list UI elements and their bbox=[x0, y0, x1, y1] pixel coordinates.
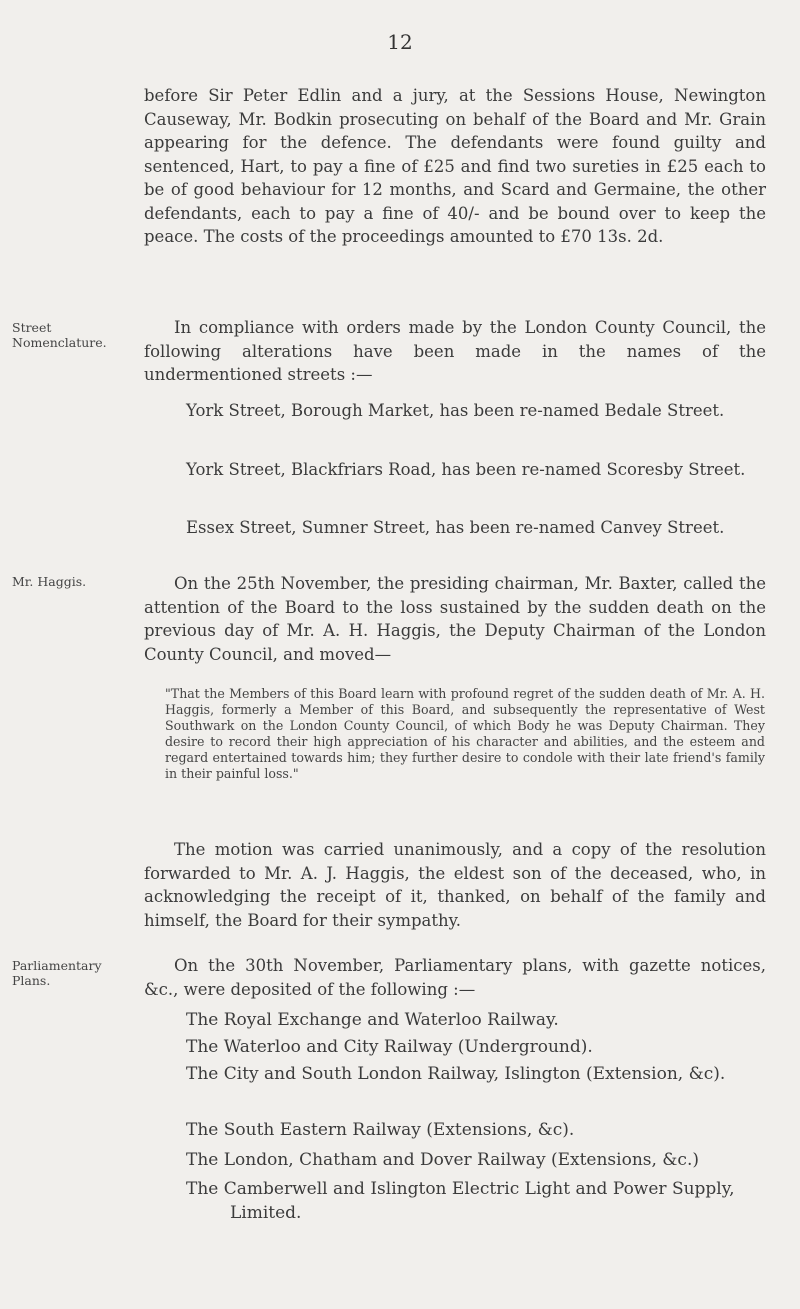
street-nomenclature-intro: In compliance with orders made by the London County Council, the following alterations have been made in the names of the undermentioned streets :— bbox=[144, 318, 766, 384]
margin-note-street-nomenclature: Street Nomenclature. bbox=[12, 320, 107, 350]
paragraph-court-proceedings: before Sir Peter Edlin and a jury, at the Sessions House, Newington Causeway, Mr. Bodkin prosecuting on behalf of the Board and Mr. Grain appearing for the defence. The defendants were found guilty and sentenced, Hart, to pay a fine of £25 and find two sureties in £25 each to be of good behaviour for 12 months, and Scard and Germaine, the other defendants, each to pay a fine of 40/- and be bound over to keep the peace. The costs of the proceedings amounted to £70 13s. 2d. bbox=[144, 86, 766, 246]
parliamentary-plans-intro: On the 30th November, Parliamentary plans, with gazette notices, &c., were deposited of the following :— bbox=[144, 956, 766, 999]
page-number: 12 bbox=[387, 30, 413, 54]
street-item: York Street, Blackfriars Road, has been re-named Scoresby Street. bbox=[186, 460, 746, 479]
plan-item: The Royal Exchange and Waterloo Railway. bbox=[186, 1010, 559, 1030]
plan-item: The City and South London Railway, Islington (Extension, &c). bbox=[186, 1064, 726, 1084]
mr-haggis-intro: On the 25th November, the presiding chairman, Mr. Baxter, called the attention of the Board to the loss sustained by the sudden death on the previous day of Mr. A. H. Haggis, the Deputy Chairman of the London County Council, and moved— bbox=[144, 574, 766, 664]
plan-item: The Camberwell and Islington Electric Light and Power Supply, Limited. bbox=[186, 1179, 735, 1223]
margin-note-parliamentary-plans: Parliamentary Plans. bbox=[12, 958, 102, 988]
street-item: York Street, Borough Market, has been re-named Bedale Street. bbox=[186, 401, 725, 420]
resolution-quote: "That the Members of this Board learn with profound regret of the sudden death of Mr. A. H. Haggis, formerly a Member of this Board, and subsequently the representative of West Southwark on the London County Council, of which Body he was Deputy Chairman. They desire to record their high appreciation of his character and abilities, and the esteem and regard entertained towards him; they further desire to condole with their late friend's family in their painful loss." bbox=[165, 686, 765, 781]
plan-item: The London, Chatham and Dover Railway (Extensions, &c.) bbox=[186, 1150, 699, 1170]
street-item: Essex Street, Sumner Street, has been re-named Canvey Street. bbox=[186, 518, 725, 537]
plan-item: The South Eastern Railway (Extensions, &c). bbox=[186, 1120, 575, 1140]
margin-note-mr-haggis: Mr. Haggis. bbox=[12, 574, 87, 589]
motion-paragraph: The motion was carried unanimously, and a copy of the resolution forwarded to Mr. A. J. Haggis, the eldest son of the deceased, who, in acknowledging the receipt of it, thanked, on behalf of the family and himself, the Board for their sympathy. bbox=[144, 840, 766, 930]
plan-item: The Waterloo and City Railway (Underground). bbox=[186, 1037, 593, 1057]
